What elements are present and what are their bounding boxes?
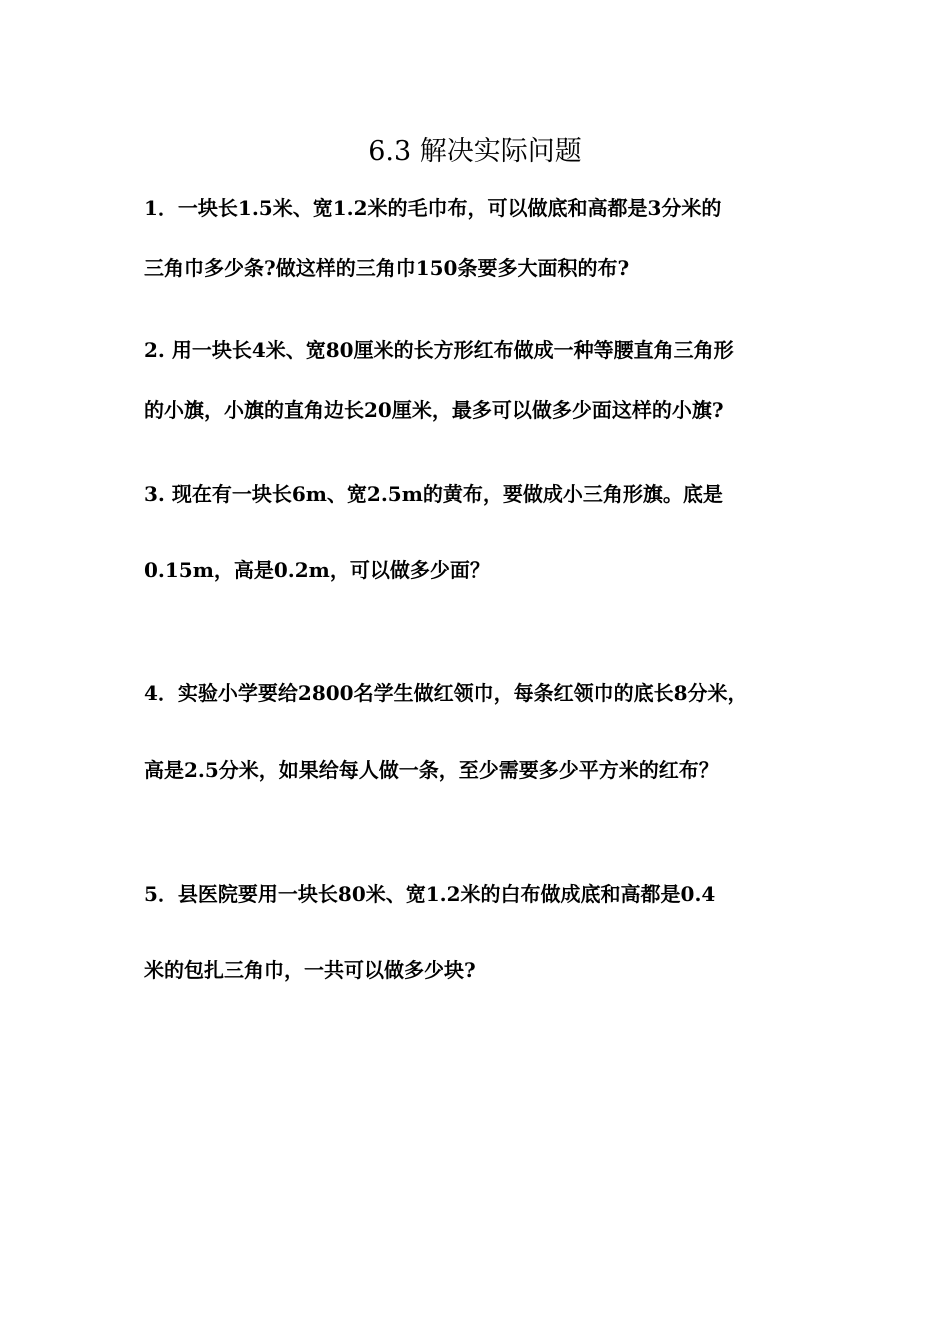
problem-2-line-1: 2. 用一块长4米、宽80厘米的长方形红布做成一种等腰直角三角形 <box>144 338 734 362</box>
problem-1-line-1: 1．一块长1.5米、宽1.2米的毛巾布，可以做底和高都是3分米的 <box>144 196 722 220</box>
problem-3-line-1: 3. 现在有一块长6m、宽2.5m的黄布，要做成小三角形旗。底是 <box>144 482 723 506</box>
problem-2-line-2: 的小旗，小旗的直角边长20厘米，最多可以做多少面这样的小旗? <box>144 398 724 422</box>
page-title: 6.3 解决实际问题 <box>368 136 582 167</box>
problem-5-line-1: 5．县医院要用一块长80米、宽1.2米的白布做成底和高都是0.4 <box>144 882 716 906</box>
problem-3-line-2: 0.15m，高是0.2m，可以做多少面？ <box>144 558 490 582</box>
problem-4-line-2: 高是2.5分米，如果给每人做一条，至少需要多少平方米的红布？ <box>144 758 719 782</box>
problem-5-line-2: 米的包扎三角巾，一共可以做多少块? <box>144 958 476 982</box>
problem-1-line-2: 三角巾多少条?做这样的三角巾150条要多大面积的布? <box>144 256 630 280</box>
problem-4-line-1: 4．实验小学要给2800名学生做红领巾，每条红领巾的底长8分米， <box>144 681 748 705</box>
